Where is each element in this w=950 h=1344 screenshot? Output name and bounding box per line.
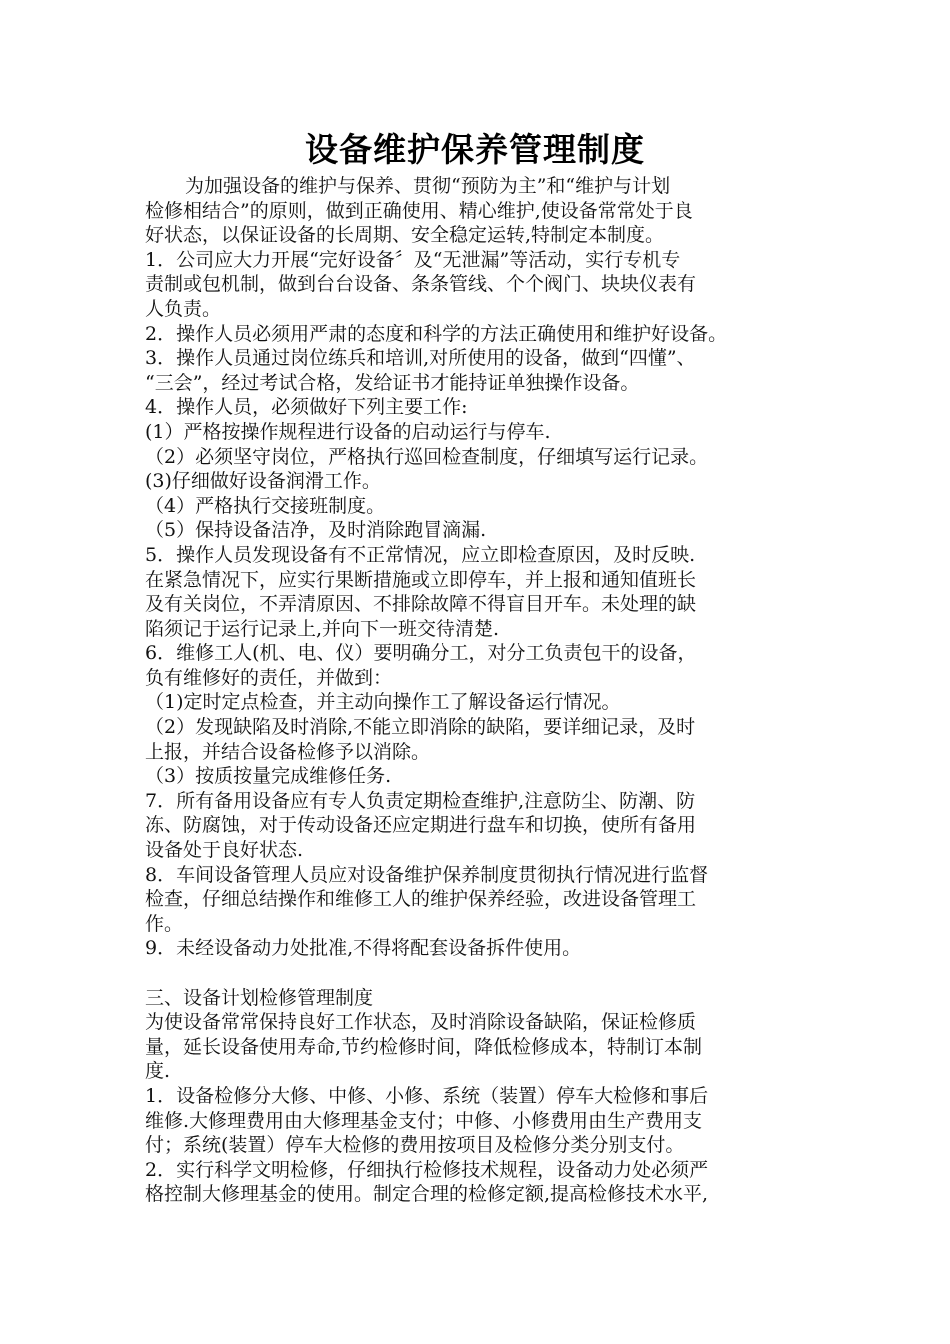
- paragraph-line: 检修相结合”的原则，做到正确使用、精心维护,使设备常常处于良: [145, 199, 693, 222]
- paragraph-line: 2．操作人员必须用严肃的态度和科学的方法正确使用和维护好设备。: [145, 322, 728, 345]
- paragraph-line: 8．车间设备管理人员应对设备维护保养制度贯彻执行情况进行监督: [145, 863, 709, 886]
- document-title: 设备维护保养管理制度: [305, 130, 645, 169]
- paragraph-line: 作。: [145, 912, 184, 935]
- paragraph-line: 6．维修工人(机、电、仪）要明确分工，对分工负责包干的设备，: [145, 642, 697, 665]
- paragraph-line: （4）严格执行交接班制度。: [145, 494, 386, 517]
- paragraph-line: 度.: [145, 1060, 171, 1083]
- paragraph-line: 及有关岗位，不弄清原因、不排除故障不得盲目开车。未处理的缺: [145, 593, 697, 616]
- paragraph-line: 责制或包机制，做到台台设备、条条管线、个个阀门、块块仪表有: [145, 273, 697, 296]
- paragraph-line: 付；系统(装置）停车大检修的费用按项目及检修分类分别支付。: [145, 1134, 685, 1157]
- paragraph-line: 1．公司应大力开展“完好设备〞及“无泄漏”等活动，实行专机专: [145, 248, 681, 271]
- paragraph-line: （2）必须坚守岗位，严格执行巡回检查制度，仔细填写运行记录。: [145, 445, 709, 468]
- paragraph-line: 1．设备检修分大修、中修、小修、系统（装置）停车大检修和事后: [145, 1084, 709, 1107]
- paragraph-line: 7．所有备用设备应有专人负责定期检查维护,注意防尘、防潮、防: [145, 789, 696, 812]
- paragraph-line: （1)定时定点检查，并主动向操作工了解设备运行情况。: [145, 691, 621, 714]
- paragraph-line: 5．操作人员发现设备有不正常情况，应立即检查原因，及时反映.: [145, 543, 696, 566]
- paragraph-line: (1）严格按操作规程进行设备的启动运行与停车.: [145, 420, 551, 443]
- paragraph-line: 负有维修好的责任，并做到：: [145, 666, 393, 689]
- document-body: [145, 174, 825, 1207]
- paragraph-line: 2．实行科学文明检修，仔细执行检修技术规程，设备动力处必须严: [145, 1158, 709, 1181]
- paragraph-line: 为使设备常常保持良好工作状态，及时消除设备缺陷，保证检修质: [145, 1011, 697, 1034]
- blank-line: [145, 961, 825, 986]
- paragraph-line: 上报，并结合设备检修予以消除。: [145, 740, 431, 763]
- paragraph-line: 9．未经设备动力处批准,不得将配套设备拆件使用。: [145, 937, 582, 960]
- intro-paragraph-line: 为加强设备的维护与保养、贯彻“预防为主”和“维护与计划: [185, 175, 671, 197]
- paragraph-line: 维修.大修理费用由大修理基金支付；中修、小修费用由生产费用支: [145, 1109, 703, 1132]
- paragraph-line: 设备处于良好状态.: [145, 839, 304, 862]
- paragraph-line: 人负责。: [145, 297, 222, 320]
- paragraph-line: 在紧急情况下，应实行果断措施或立即停车，并上报和通知值班长: [145, 568, 697, 591]
- paragraph-line: 三、设备计划检修管理制度: [145, 986, 374, 1009]
- paragraph-line: 3．操作人员通过岗位练兵和培训,对所使用的设备，做到“四懂”、: [145, 347, 696, 370]
- paragraph-line: 陷须记于运行记录上,并向下一班交待清楚.: [145, 617, 500, 640]
- paragraph-line: (3)仔细做好设备润滑工作。: [145, 470, 381, 493]
- paragraph-line: “三会”，经过考试合格，发给证书才能持证单独操作设备。: [145, 371, 640, 394]
- paragraph-line: 检查，仔细总结操作和维修工人的维护保养经验，改进设备管理工: [145, 888, 697, 911]
- paragraph-line: （3）按质按量完成维修任务.: [145, 765, 392, 788]
- paragraph-line: 好状态，以保证设备的长周期、安全稳定运转,特制定本制度。: [145, 224, 665, 247]
- paragraph-line: 冻、防腐蚀，对于传动设备还应定期进行盘车和切换，使所有备用: [145, 814, 697, 837]
- paragraph-line: 4．操作人员，必须做好下列主要工作:: [145, 396, 468, 419]
- paragraph-line: （5）保持设备洁净，及时消除跑冒滴漏.: [145, 519, 487, 542]
- paragraph-line: （2）发现缺陷及时消除,不能立即消除的缺陷，要详细记录，及时: [145, 716, 696, 739]
- paragraph-line: 格控制大修理基金的使用。制定合理的检修定额,提高检修技术水平,: [145, 1183, 709, 1206]
- paragraph-line: 量，延长设备使用寿命,节约检修时间，降低检修成本，特制订本制: [145, 1035, 703, 1058]
